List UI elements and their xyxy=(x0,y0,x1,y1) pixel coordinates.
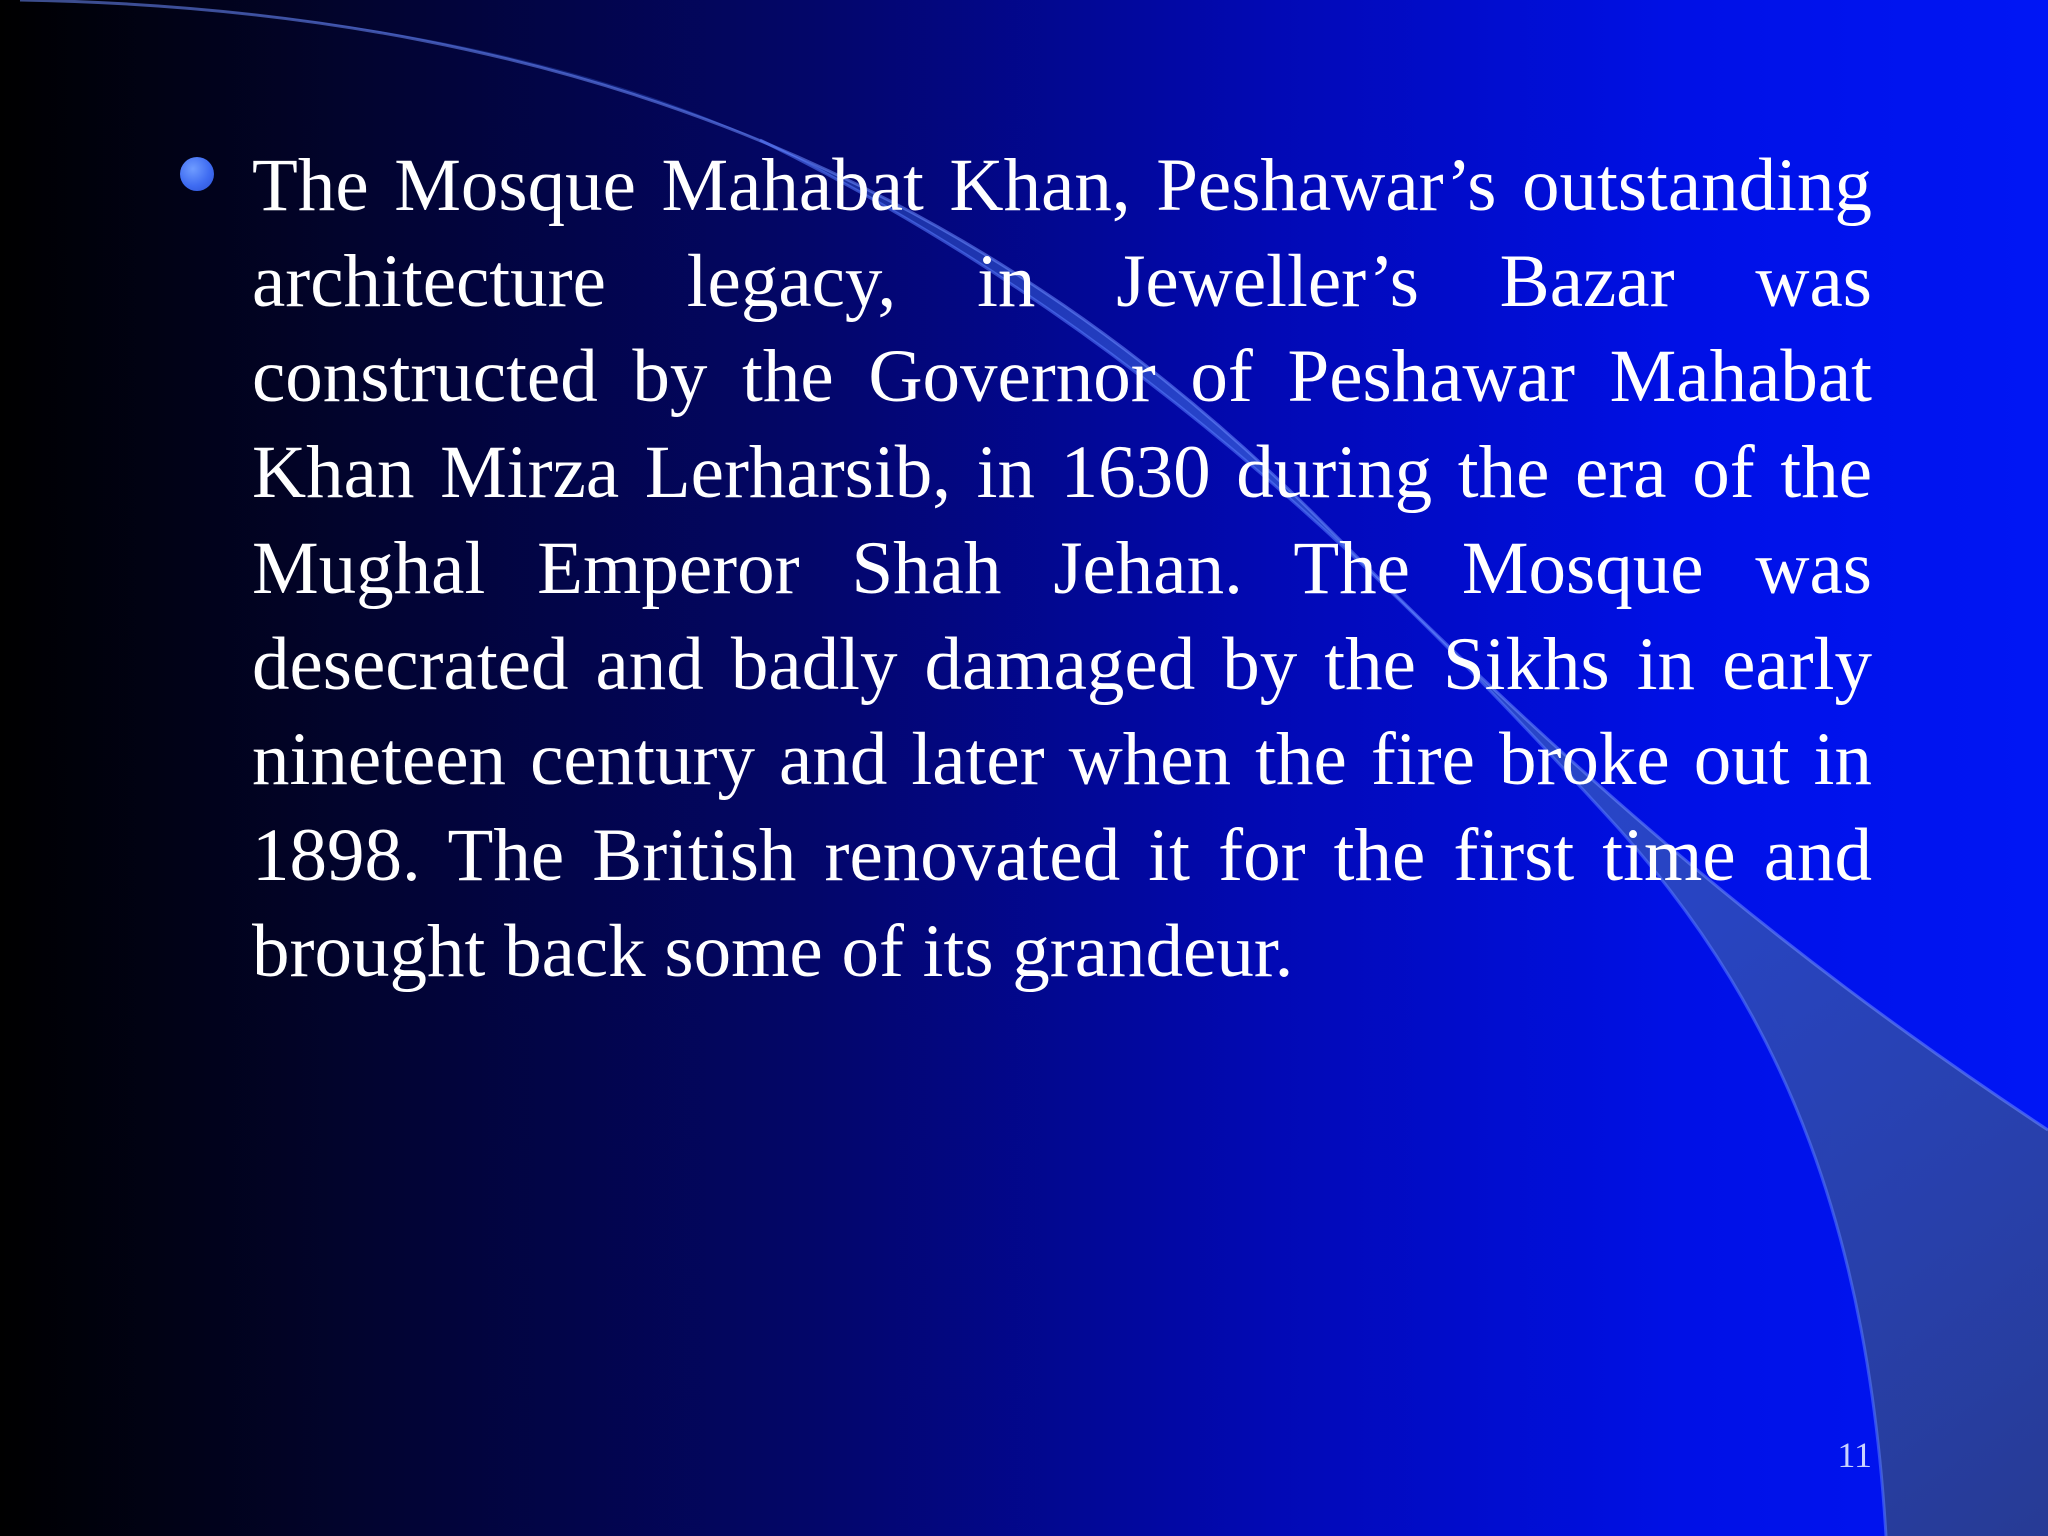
page-number: 11 xyxy=(1837,1435,1872,1475)
round-bullet-icon xyxy=(180,157,214,191)
slide-body-text: The Mosque Mahabat Khan, Peshawar’s outstanding architecture legacy, in Jeweller’s Bazar was constructed by the Governor of Peshawar Mahabat Khan Mirza Lerharsib, in 1630 during the era of the Mughal Emperor Shah Jehan. The Mosque was desecrated and badly damaged by the Sikhs in early nineteen century and later when the fire broke out in 1898. The British renovated it for the first time and brought back some of its grandeur. xyxy=(252,144,1872,993)
